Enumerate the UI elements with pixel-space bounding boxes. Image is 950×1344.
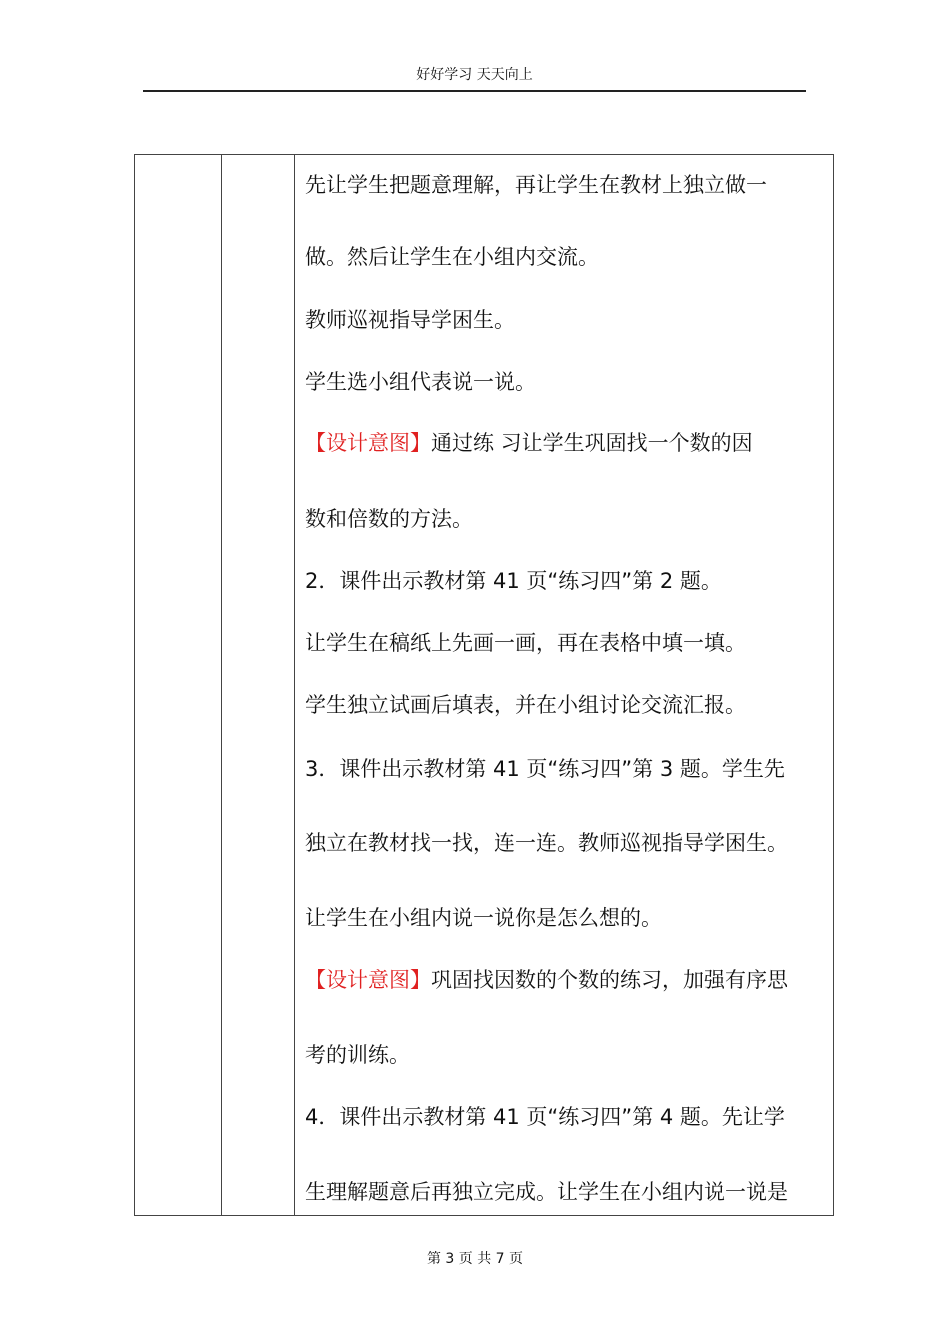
content-line: 3．课件出示教材第 41 页“练习四”第 3 题。学生先 <box>305 757 785 781</box>
content-line: 【设计意图】巩固找因数的个数的练习，加强有序思 <box>305 968 788 992</box>
content-line: 学生独立试画后填表，并在小组讨论交流汇报。 <box>305 693 746 717</box>
page-header <box>143 64 806 92</box>
content-line: 教师巡视指导学困生。 <box>305 308 515 332</box>
content-line: 先让学生把题意理解，再让学生在教材上独立做一 <box>305 173 767 197</box>
page-number: 第 3 页 共 7 页 <box>426 1251 524 1267</box>
table-column-1 <box>135 155 222 1215</box>
header-text: 好好学习 天天向上 <box>416 67 533 83</box>
design-intent-tag: 【设计意图】 <box>305 968 431 992</box>
content-line: 数和倍数的方法。 <box>305 507 473 531</box>
content-line: 独立在教材找一找，连一连。教师巡视指导学困生。 <box>305 831 788 855</box>
content-line: 考的训练。 <box>305 1043 410 1067</box>
lesson-table <box>134 154 834 1216</box>
page-footer <box>0 1248 950 1268</box>
content-line: 生理解题意后再独立完成。让学生在小组内说一说是 <box>305 1180 788 1204</box>
content-line: 【设计意图】通过练 习让学生巩固找一个数的因 <box>305 431 753 455</box>
table-column-content <box>295 155 833 1215</box>
content-line: 让学生在小组内说一说你是怎么想的。 <box>305 906 662 930</box>
content-line: 2．课件出示教材第 41 页“练习四”第 2 题。 <box>305 569 722 593</box>
design-intent-tag: 【设计意图】 <box>305 431 431 455</box>
content-line: 4．课件出示教材第 41 页“练习四”第 4 题。先让学 <box>305 1105 785 1129</box>
content-line: 学生选小组代表说一说。 <box>305 370 536 394</box>
content-line: 做。然后让学生在小组内交流。 <box>305 245 599 269</box>
content-line: 让学生在稿纸上先画一画，再在表格中填一填。 <box>305 631 746 655</box>
table-column-2 <box>222 155 295 1215</box>
